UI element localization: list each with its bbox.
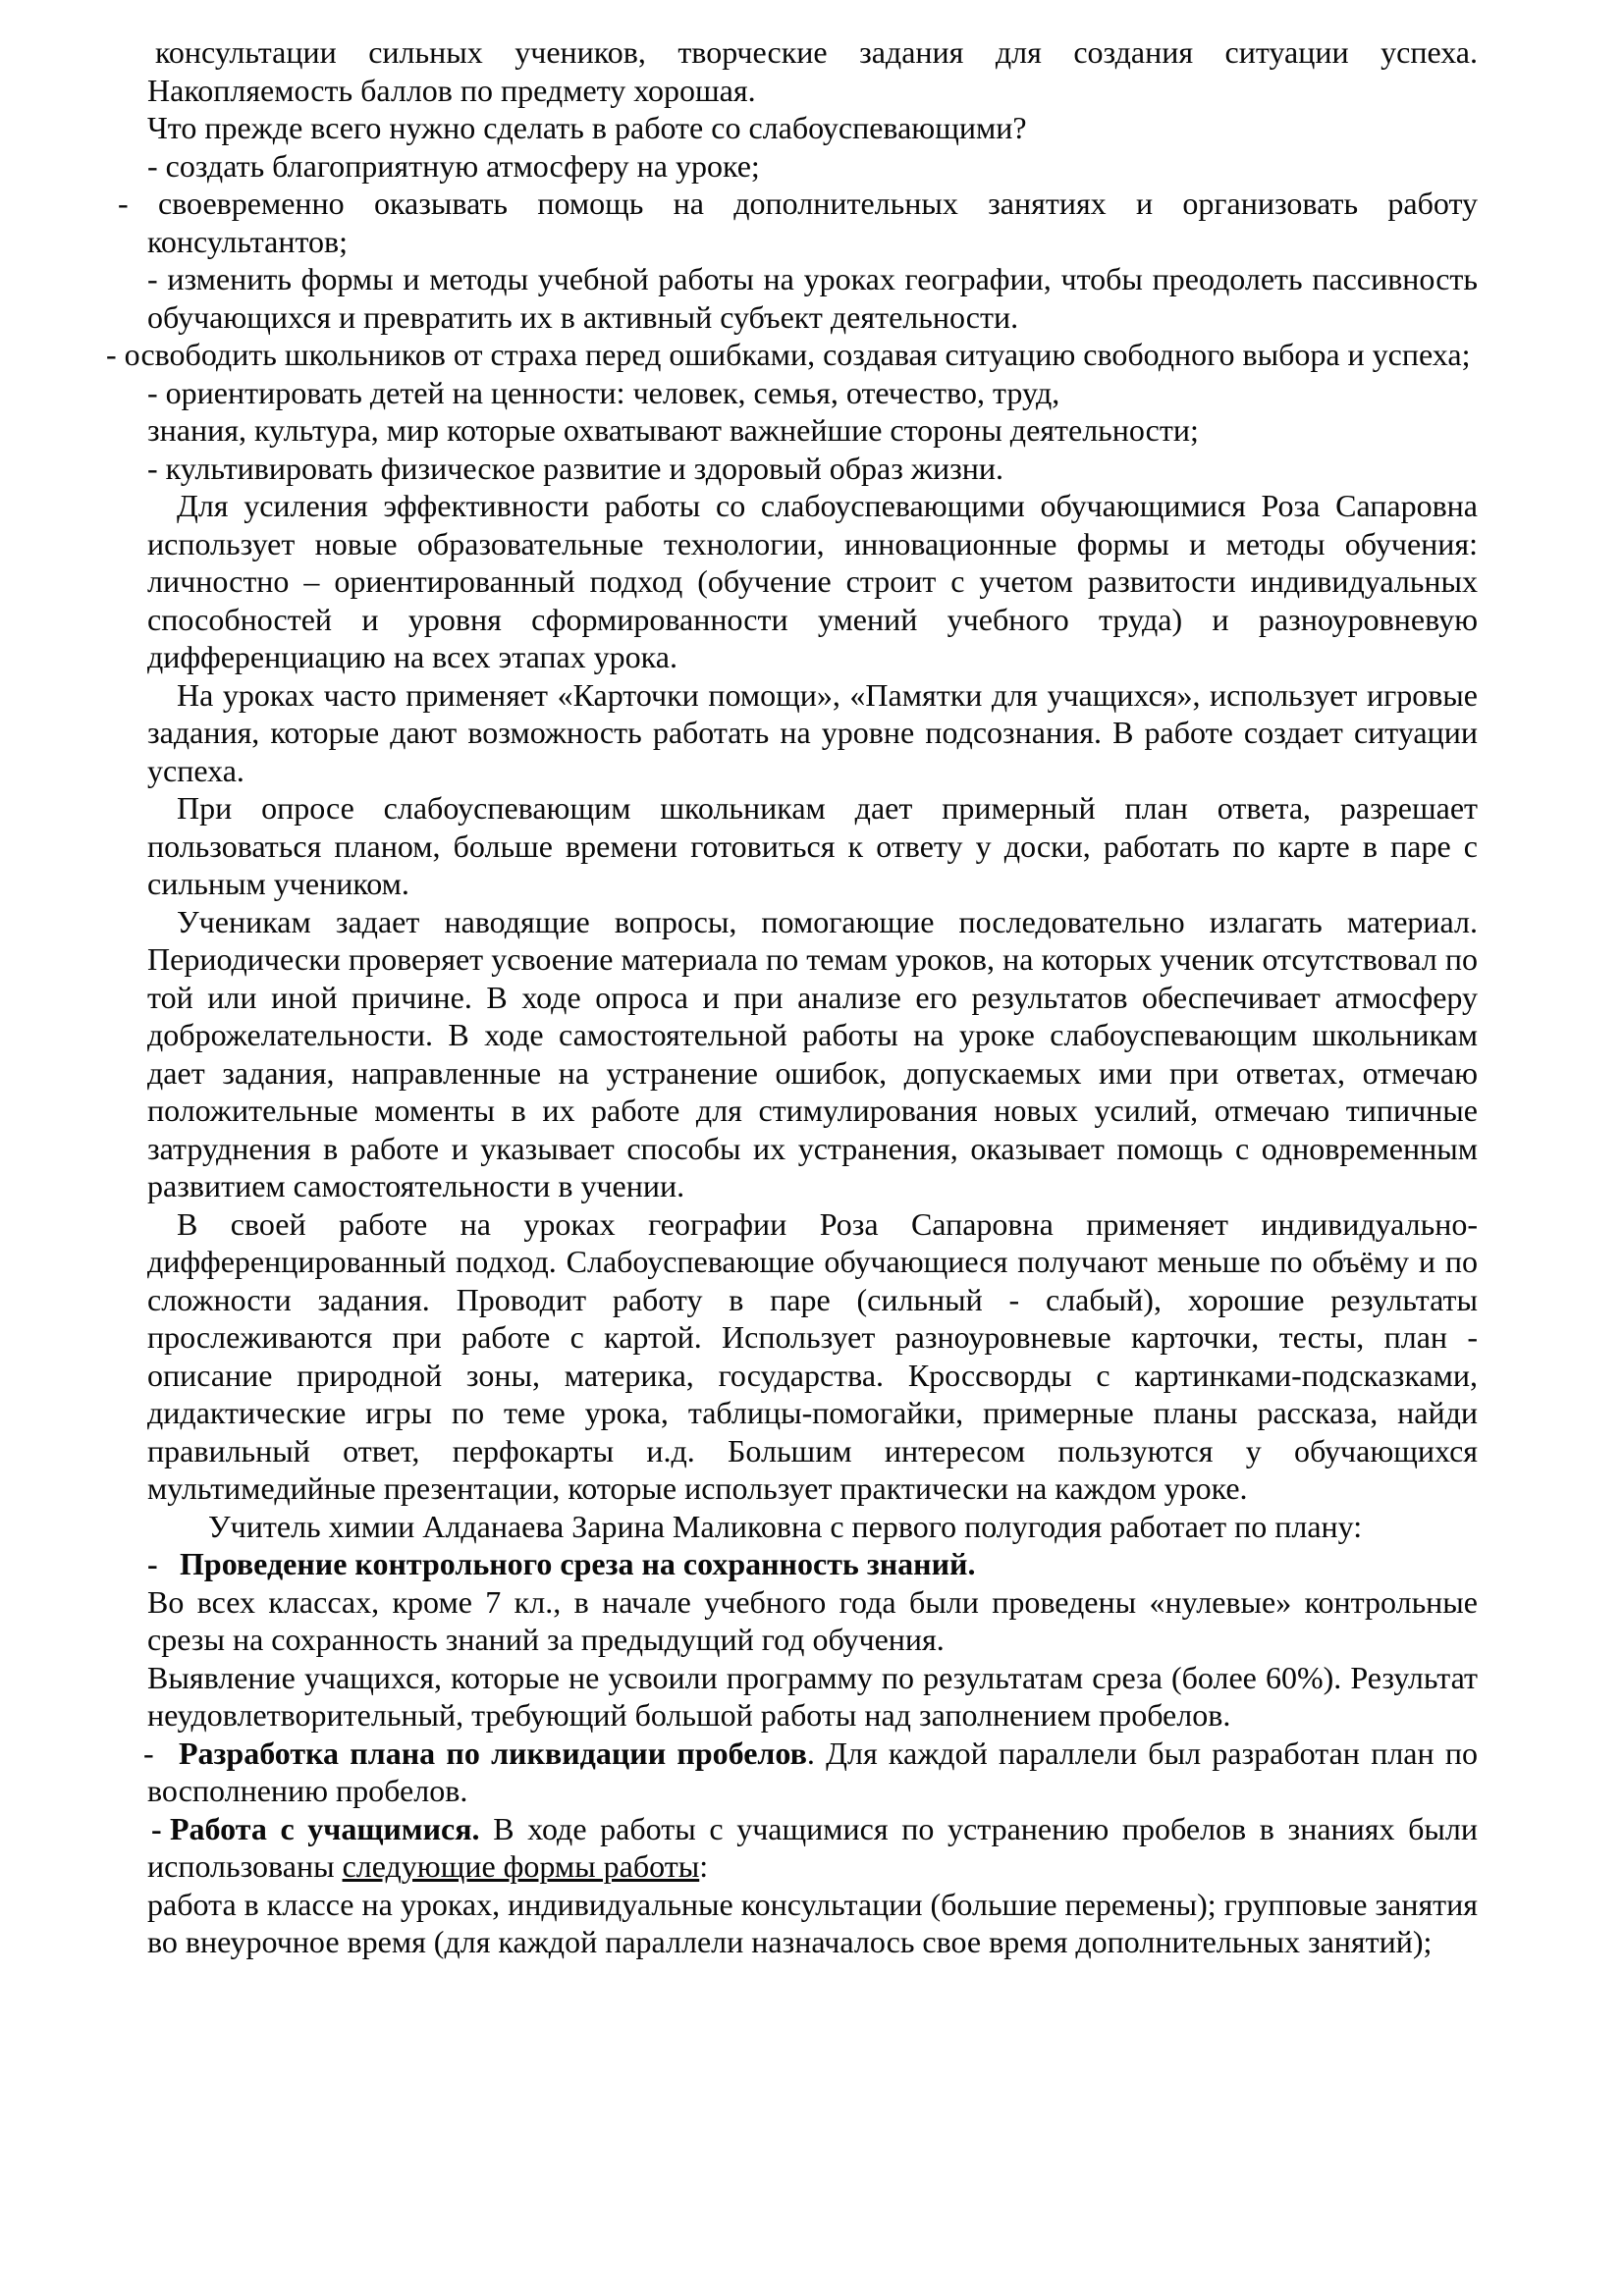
list-item-cultivate-health: - культивировать физическое развитие и здоровый образ жизни. — [147, 450, 1003, 486]
plan-item-work-with-students — [147, 1810, 1478, 1886]
plan-item-title: Работа с учащимися. — [170, 1810, 480, 1846]
paragraph-geography-approach: В своей работе на уроках географии Роза Сапаровна применяет индивидуально- дифференцированный подход. Слабоуспевающие обучающиеся получают меньше по объёму и по сложности задания. Проводит работу в паре (сильный - слабый), хорошие результаты прослеживаются при работе с картой. Использует разноуровневые карточки, тесты, план - описание природной зоны, материка, государства. Кроссворды с картинками-подсказками, дидактические игры по теме урока, таблицы-помогайки, примерные планы рассказа, найди правильный ответ, перфокарты и.д. Большим интересом пользуются у обучающихся мультимедийные презентации, которые использует практически на каждом уроке. — [147, 1205, 1478, 1506]
underlined-phrase: следующие формы работы — [342, 1848, 700, 1884]
bullet-dash-marker: - — [151, 1810, 162, 1846]
list-item-free-from-fear: - освободить школьников от страха перед ошибками, создавая ситуацию свободного выбора и успеха; — [106, 337, 1471, 372]
list-item-create-atmosphere: - создать благоприятную атмосферу на уроке; — [147, 147, 760, 184]
paragraph-work-forms: работа в классе на уроках, индивидуальные консультации (большие перемены); групповые занятия во внеурочное время (для каждой параллели назначалось свое время дополнительных занятий); — [147, 1886, 1478, 1959]
paragraph-chemistry-teacher: Учитель химии Алданаева Зарина Маликовна с первого полугодия работает по плану: — [208, 1508, 1363, 1544]
bullet-dash-marker: - — [143, 1735, 154, 1771]
paragraph-identify-students: Выявление учащихся, которые не усвоили программу по результатам среза (более 60%). Результат неудовлетворительный, требующий большой работы над заполнением пробелов. — [147, 1659, 1478, 1733]
list-item-orient-values: - ориентировать детей на ценности: человек, семья, отечество, труд, — [147, 374, 1060, 410]
plan-item-gap-plan — [143, 1735, 1479, 1810]
list-item-change-forms: - изменить формы и методы учебной работы на уроках географии, чтобы преодолеть пассивность обучающихся и превратить их в активный субъект деятельности. — [147, 261, 1478, 335]
paragraph-questioning: При опросе слабоуспевающим школьникам дает примерный план ответа, разрешает пользоваться планом, больше времени готовиться к ответу у доски, работать по карте в паре с сильным учеником. — [147, 790, 1478, 901]
list-item-timely-help: - своевременно оказывать помощь на дополнительных занятиях и организовать работу консультантов; — [118, 186, 1478, 259]
bullet-dash-marker: - — [147, 1546, 158, 1581]
plan-item-text: . Для каждой параллели был разработан план по восполнению пробелов. — [147, 1735, 1479, 1808]
colon: : — [699, 1848, 709, 1884]
paragraph-effectiveness: Для усиления эффективности работы со слабоуспевающими обучающимися Роза Сапаровна использует новые образовательные технологии, инновационные формы и методы обучения: личностно – ориентированный подход (обучение строит с учетом развитости индивидуальных способностей и уровня сформированности умений учебного труда) и разноуровневую дифференциацию на всех этапах урока. — [147, 488, 1478, 674]
paragraph-help-cards: На уроках часто применяет «Карточки помощи», «Памятки для учащихся», использует игровые задания, которые дают возможность работать на уровне подсознания. В работе создает ситуации успеха. — [147, 676, 1478, 788]
paragraph-guiding-questions: Ученикам задает наводящие вопросы, помогающие последовательно излагать материал. Периодически проверяет усвоение материала по темам уроков, на которых ученик отсутствовал по той или иной причине. В ходе опроса и при анализе его результатов обеспечивает атмосферу доброжелательности. В ходе самостоятельной работы на уроке слабоуспевающим школьникам дает задания, направленные на устранение ошибок, допускаемых ими при ответах, отмечаю положительные моменты в их работе для стимулирования новых усилий, отмечаю типичные затруднения в работе и указывает способы их устранения, оказывает помощь с одновременным развитием самостоятельности в учении. — [147, 903, 1478, 1203]
plan-item-control-test — [147, 1545, 1478, 1583]
plan-item-title: Проведение контрольного среза на сохранность знаний. — [180, 1546, 976, 1581]
paragraph-zero-tests: Во всех классах, кроме 7 кл., в начале учебного года были проведены «нулевые» контрольные срезы на сохранность знаний за предыдущий год обучения. — [147, 1583, 1478, 1657]
paragraph-continuation: консультации сильных учеников, творческие задания для создания ситуации успеха. Накопляемость баллов по предмету хорошая. — [147, 34, 1478, 108]
list-item-values-continuation: знания, культура, мир которые охватывают важнейшие стороны деятельности; — [147, 412, 1199, 448]
plan-item-title: Разработка плана по ликвидации пробелов — [179, 1735, 807, 1771]
plan-item-text: В ходе работы с учащимися по устранению пробелов в знаниях были использованы — [147, 1810, 1479, 1884]
paragraph-question: Что прежде всего нужно сделать в работе со слабоуспевающими? — [147, 110, 1027, 145]
